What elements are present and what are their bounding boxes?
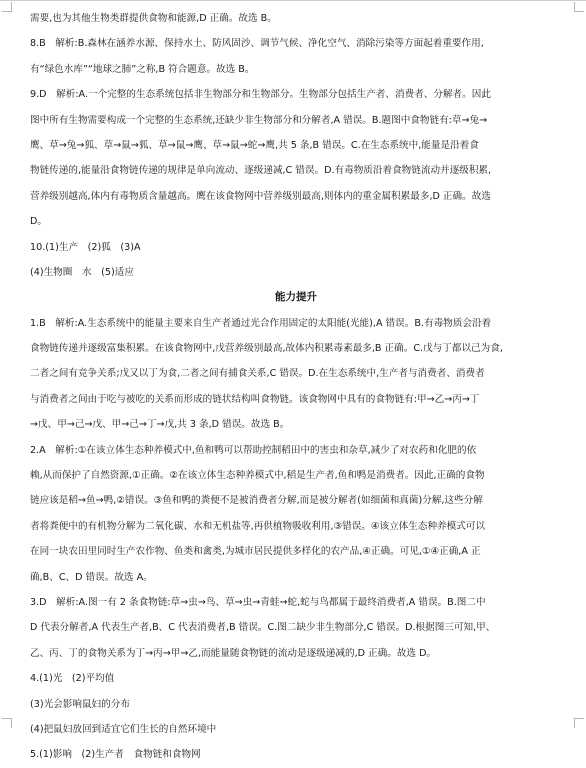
text-line: 有“绿色水库”“地球之肺”之称,B 符合题意。故选 B。 [30, 63, 255, 75]
text-line: 需要,也为其他生物类群提供食物和能源,D 正确。故选 B。 [30, 13, 277, 24]
text-line: (3)光会影响鼠妇的分布 [30, 698, 130, 710]
text-line: 10.(1)生产 (2)狐 (3)A [30, 241, 141, 253]
text-line: 4.(1)光 (2)平均值 [30, 673, 115, 685]
text-line: 食物链传递并逐级富集积累。在该食物网中,戊营养级别最高,故体内积累毒素最多,B 正确。C.戊与丁都以己为食, [30, 343, 503, 355]
text-line: 1.B 解析:A.生态系统中的能量主要来自生产者通过光合作用固定的太阳能(光能),A 错误。B.有毒物质会沿着 [30, 317, 492, 329]
text-line: D 代表分解者,A 代表生产者,B、C 代表消费者,B 错误。C.图二缺少非生物部分,C 错误。D.根据图三可知,甲、 [30, 622, 496, 634]
text-line: 5.(1)影响 (2)生产者 食物链和食物网 [30, 749, 201, 761]
text-line: 确,B、C、D 错误。故选 A。 [30, 571, 153, 583]
text-line: 物链传递的,能量沿食物链传递的规律是单向流动、逐级递减,C 错误。D.有毒物质沿着食物链流动并逐级积累, [30, 165, 492, 177]
text-line: 者将粪便中的有机物分解为二氧化碳、水和无机盐等,再供植物吸收利用,③错误。④该立体生态种养模式可以 [30, 520, 486, 532]
text-line: 营养级别越高,体内有毒物质含量越高。鹰在该食物网中营养级别最高,则体内的重金属积累最多,D 正确。故选 [30, 190, 491, 202]
crop-mark-bottom-right [574, 718, 584, 728]
text-line: 赖,从而保护了自然资源,①正确。②在该立体生态种养模式中,稻是生产者,鱼和鸭是消费者。因此,正确的食物 [30, 470, 485, 482]
text-line: 8.B 解析:B.森林在涵养水源、保持水土、防风固沙、调节气候、净化空气、消除污染等方面起着重要作用, [30, 38, 484, 50]
text-line: D。 [30, 216, 47, 228]
text-line: 9.D 解析:A.一个完整的生态系统包括非生物部分和生物部分。生物部分包括生产者、消费者、分解者。因此 [30, 89, 491, 101]
text-line: 链应该是稻→鱼→鸭,②错误。③鱼和鸭的粪便不是被消费者分解,而是被分解者(如细菌和真菌)分解,这些分解 [30, 495, 483, 507]
text-line: (4)把鼠妇放回到适宜它们生长的自然环境中 [30, 723, 217, 735]
crop-mark-top-left [2, 2, 12, 12]
text-line: 与消费者之间由于吃与被吃的关系而形成的链状结构叫食物链。该食物网中具有的食物链有:甲→乙→丙→丁 [30, 393, 480, 405]
section-heading: 能力提升 [275, 291, 317, 304]
text-line: 3.D 解析:A.图一有 2 条食物链:草→虫→鸟、草→虫→青蛙→蛇,蛇与鸟都属于最终消费者,A 错误。B.图二中 [30, 596, 486, 608]
text-line: 二者之间有竞争关系;戊又以丁为食,二者之间有捕食关系,C 错误。D.在生态系统中,生产者与消费者、消费者 [30, 368, 485, 380]
text-line: (4)生物圈 水 (5)适应 [30, 266, 134, 278]
text-line: →戊、甲→己→戊、甲→己→丁→戊,共 3 条,D 错误。故选 B。 [30, 419, 290, 431]
text-line: 2.A 解析:①在该立体生态种养模式中,鱼和鸭可以帮助控制稻田中的害虫和杂草,减少了对农药和化肥的依 [30, 444, 477, 456]
crop-mark-top-right [574, 2, 584, 12]
crop-mark-bottom-left [2, 718, 12, 728]
text-line: 图中所有生物需要构成一个完整的生态系统,还缺少非生物部分和分解者,A 错误。B.题图中食物链有:草→兔→ [30, 114, 488, 126]
text-line: 乙、丙、丁的食物关系为丁→丙→甲→乙,而能量随食物链的流动是逐级递减的,D 正确。故选 D。 [30, 647, 437, 659]
text-line: 鹰、草→兔→狐、草→鼠→狐、草→鼠→鹰、草→鼠→蛇→鹰,共 5 条,B 错误。C.在生态系统中,能量是沿着食 [30, 139, 479, 151]
answer-text-block [30, 6, 562, 768]
page-top-border [0, 0, 586, 1]
text-line: 在同一块农田里同时生产农作物、鱼类和禽类,为城市居民提供多样化的农产品,④正确。可见,①④正确,A 正 [30, 546, 481, 558]
